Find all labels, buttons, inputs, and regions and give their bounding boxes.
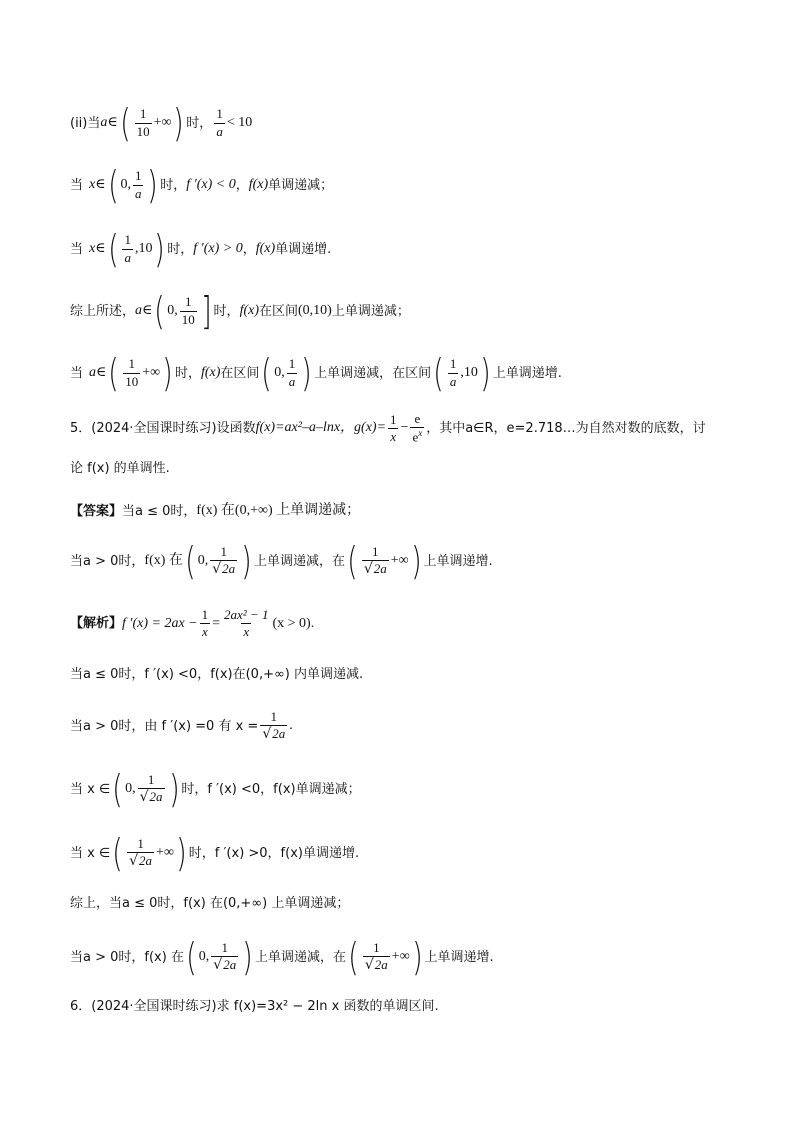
fraction-1-sqrt2a: $\frac{1}{√2a}$ — [262, 709, 286, 743]
fraction-1-sqrt2a: $\frac{1}{√2a}$ — [364, 939, 388, 973]
answer-line-1: 【答案】 当a ≤ 0时， f(x) 在(0,+∞) 上单调递减； — [70, 503, 361, 519]
case-ii-prefix: (ii)当 — [70, 115, 101, 131]
question-6-line: 6．(2024·全国课时练习)求 f(x)=3x² − 2ln x 函数的单调区间. — [70, 999, 439, 1014]
analysis-line-1: 【解析】 f ′(x) = 2ax − $\frac{1}{x}$ = $\frac{\text{2ax² − 1}}{x}$ (x > 0). — [70, 607, 315, 640]
question-5-line-1: 5．(2024·全国课时练习)设函数 f(x)=ax²–a–lnx， g(x)= $\frac{1}{x}$ − $\frac{e}{e^x}$ ，其中a∈R，e=2.718…为自然对数的底数，讨 — [70, 411, 706, 445]
fraction-derivative: $\frac{\text{2ax² − 1}}{x}$ — [224, 607, 269, 640]
fraction-1-a: $\frac{1}{a}$ — [449, 356, 457, 389]
analysis-line-3: 当a > 0时，由 f ′(x) =0 有 x = $\frac{1}{√2a}$ . — [70, 709, 293, 743]
case-ii-line: (ii)当 a ∈ ( $\frac{1}{10}$ +∞ ) 时， $\frac{1}{a}$ < 10 — [70, 101, 253, 145]
analysis-line-4: 当 x ∈ ( 0, $\frac{1}{√2a}$ ) 时，f ′(x) <0，f(x)单调递减； — [70, 767, 361, 811]
question-5-lead: 5．(2024·全国课时练习)设函数 — [70, 420, 256, 436]
question-5-line-2: 论 f(x) 的单调性. — [70, 461, 170, 476]
fraction-1-sqrt2a: $\frac{1}{√2a}$ — [129, 835, 153, 869]
fraction-1-a: $\frac{1}{a}$ — [134, 168, 142, 201]
case-decreasing-line: 当 x ∈ ( 0, $\frac{1}{a}$ ) 时， f ′(x) < 0 ， f(x) 单调递减； — [70, 163, 334, 207]
analysis-label: 【解析】 — [70, 616, 123, 632]
summary-line-2: 当 a ∈ ( $\frac{1}{10}$ +∞ ) 时， f(x) 在区间 ( 0, $\frac{1}{a}$ ) 上单调递减，在区间 ( $\frac{1}{a}$ ,10 ) 上单调递增. — [70, 351, 562, 395]
summary-line-1: 综上所述， a ∈ ( 0, $\frac{1}{10}$ ] 时， f(x) 在区间 (0,10) 上单调递减； — [70, 289, 410, 333]
answer-line-2: 当a > 0时， f(x) 在 ( 0, $\frac{1}{√2a}$ ) 上单调递减，在 ( $\frac{1}{√2a}$ +∞ ) 上单调递增. — [70, 539, 493, 583]
analysis-line-5: 当 x ∈ ( $\frac{1}{√2a}$ +∞ ) 时，f ′(x) >0，f(x)单调递增. — [70, 831, 360, 875]
var-a: a — [100, 115, 108, 130]
analysis-line-6: 综上，当a ≤ 0时，f(x) 在(0,+∞) 上单调递减； — [70, 896, 350, 911]
fraction-1-10: $\frac{1}{10}$ — [181, 294, 195, 327]
analysis-line-2: 当a ≤ 0时，f ′(x) <0，f(x)在(0,+∞) 内单调递减. — [70, 667, 364, 682]
fraction-1-sqrt2a: $\frac{1}{√2a}$ — [139, 771, 163, 805]
fraction-1-a: $\frac{1}{a}$ — [216, 106, 223, 139]
case-increasing-line: 当 x ∈ ( $\frac{1}{a}$ ,10 ) 时， f ′(x) > 0 ， f(x) 单调递增. — [70, 227, 332, 271]
analysis-line-7: 当a > 0时，f(x) 在 ( 0, $\frac{1}{√2a}$ ) 上单调递减，在 ( $\frac{1}{√2a}$ +∞ ) 上单调递增. — [70, 935, 494, 979]
fraction-1-sqrt2a: $\frac{1}{√2a}$ — [212, 543, 236, 577]
fraction-e-ex: $\frac{e}{e^x}$ — [412, 411, 423, 445]
fraction-1-10: $\frac{1}{10}$ — [136, 106, 150, 139]
fraction-1-x: $\frac{1}{x}$ — [390, 411, 397, 444]
answer-label: 【答案】 — [70, 503, 123, 519]
fraction-1-10: $\frac{1}{10}$ — [125, 356, 139, 389]
fraction-1-a: $\frac{1}{a}$ — [288, 356, 296, 389]
fraction-1-a: $\frac{1}{a}$ — [124, 232, 131, 265]
fraction-1-x: $\frac{1}{x}$ — [201, 607, 209, 640]
fraction-1-sqrt2a: $\frac{1}{√2a}$ — [213, 939, 237, 973]
fraction-1-sqrt2a: $\frac{1}{√2a}$ — [363, 543, 387, 577]
